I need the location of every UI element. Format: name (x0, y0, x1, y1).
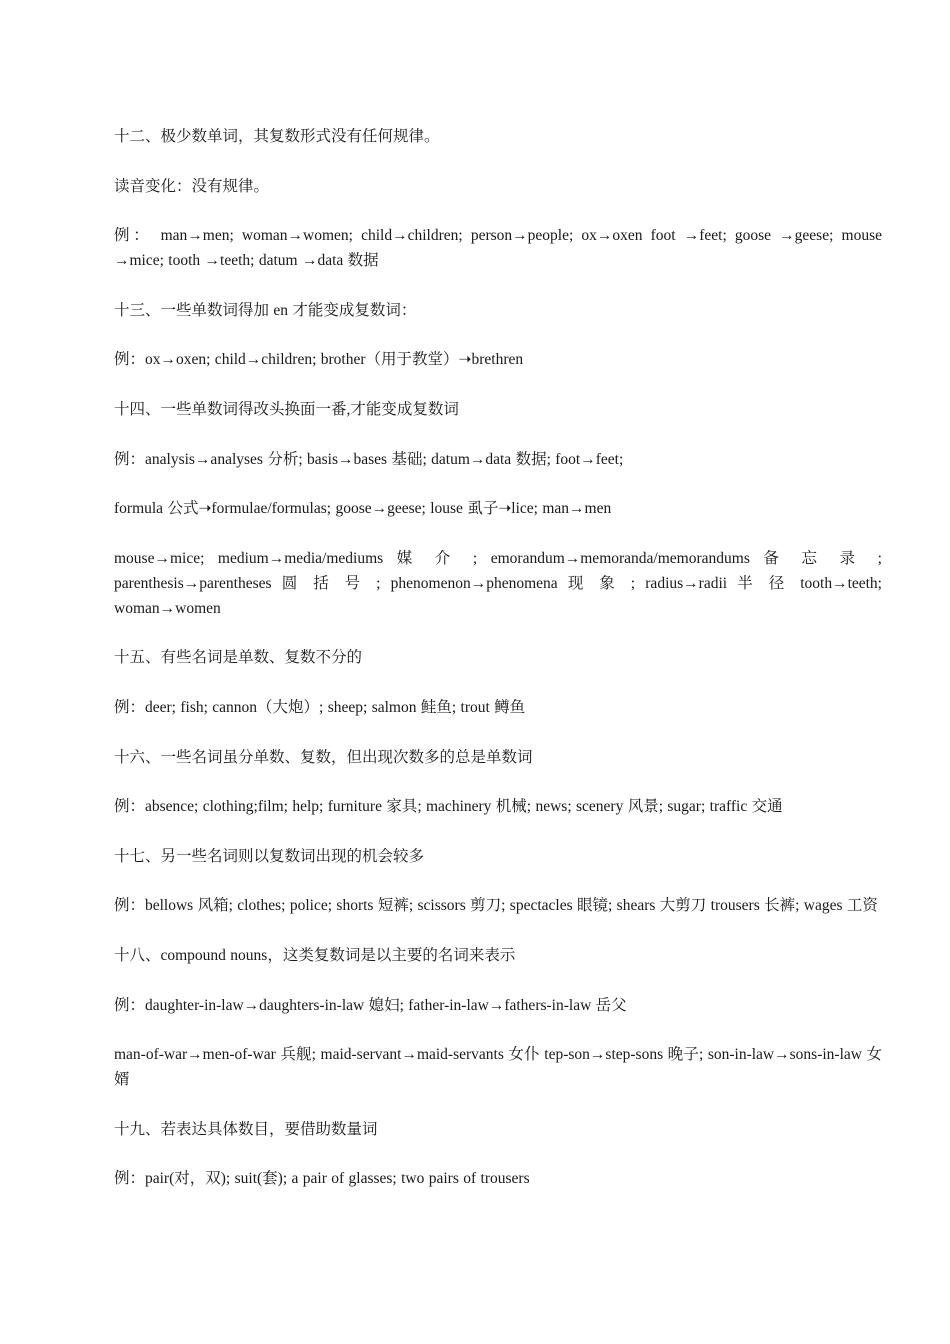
heading-rule-14: 十四、一些单数词得改头换面一番,才能变成复数词 (114, 400, 459, 418)
heading-rule-19: 十九、若表达具体数目，要借助数量词 (114, 1120, 378, 1138)
example-rule-15: 例：deer; fish; cannon（大炮）; sheep; salmon 鲑鱼; trout 鳟鱼 (114, 698, 526, 716)
document-body (114, 124, 882, 1216)
example-rule-18-part1: 例：daughter-in-law→daughters-in-law 媳妇; father-in-law→fathers-in-law 岳父 (114, 996, 627, 1014)
example-rule-16: 例：absence; clothing;film; help; furniture 家具; machinery 机械; news; scenery 风景; sugar; traffic 交通 (114, 798, 783, 816)
example-rule-13: 例：ox→oxen; child→children; brother（用于教堂）➝brethren (114, 351, 524, 369)
example-rule-18-part2: man-of-war→men-of-war 兵舰; maid-servant→maid-servants 女仆 tep-son→step-sons 晚子; son-in-law→sons-in-law 女婿 (114, 1046, 882, 1089)
example-rule-14-part3: mouse→mice; medium→media/mediums 媒 介 ; emorandum→memoranda/memorandums 备 忘 录 ; parenthesis→parentheses 圆 括 号 ; phenomenon→phenomena 现 象 ; radius→radii 半 径 tooth→teeth; woman→women (114, 549, 882, 617)
pronunciation-note: 读音变化：没有规律。 (114, 177, 270, 195)
heading-rule-15: 十五、有些名词是单数、复数不分的 (114, 649, 363, 667)
example-rule-12: 例： man→men; woman→women; child→children; person→people; ox→oxen foot →feet; goose →geese; mouse →mice; tooth →teeth; datum →data 数据 (114, 227, 882, 270)
example-rule-14-part1: 例：analysis→analyses 分析; basis→bases 基础; datum→data 数据; foot→feet; (114, 450, 624, 468)
heading-rule-13: 十三、一些单数词得加 en 才能变成复数词： (114, 301, 417, 319)
heading-rule-18: 十八、compound nouns，这类复数词是以主要的名词来表示 (114, 946, 516, 964)
heading-rule-12: 十二、极少数单词，其复数形式没有任何规律。 (114, 128, 440, 145)
heading-rule-16: 十六、一些名词虽分单数、复数，但出现次数多的总是单数词 (114, 748, 533, 766)
example-rule-19: 例：pair(对，双); suit(套); a pair of glasses; two pairs of trousers (114, 1170, 530, 1188)
example-rule-17: 例：bellows 风箱; clothes; police; shorts 短裤; scissors 剪刀; spectacles 眼镜; shears 大剪刀 trousers 长裤; wages 工资 (114, 897, 878, 915)
example-rule-14-part2: formula 公式➝formulae/formulas; goose→geese; louse 虱子➝lice; man→men (114, 500, 612, 518)
heading-rule-17: 十七、另一些名词则以复数词出现的机会较多 (114, 847, 425, 865)
